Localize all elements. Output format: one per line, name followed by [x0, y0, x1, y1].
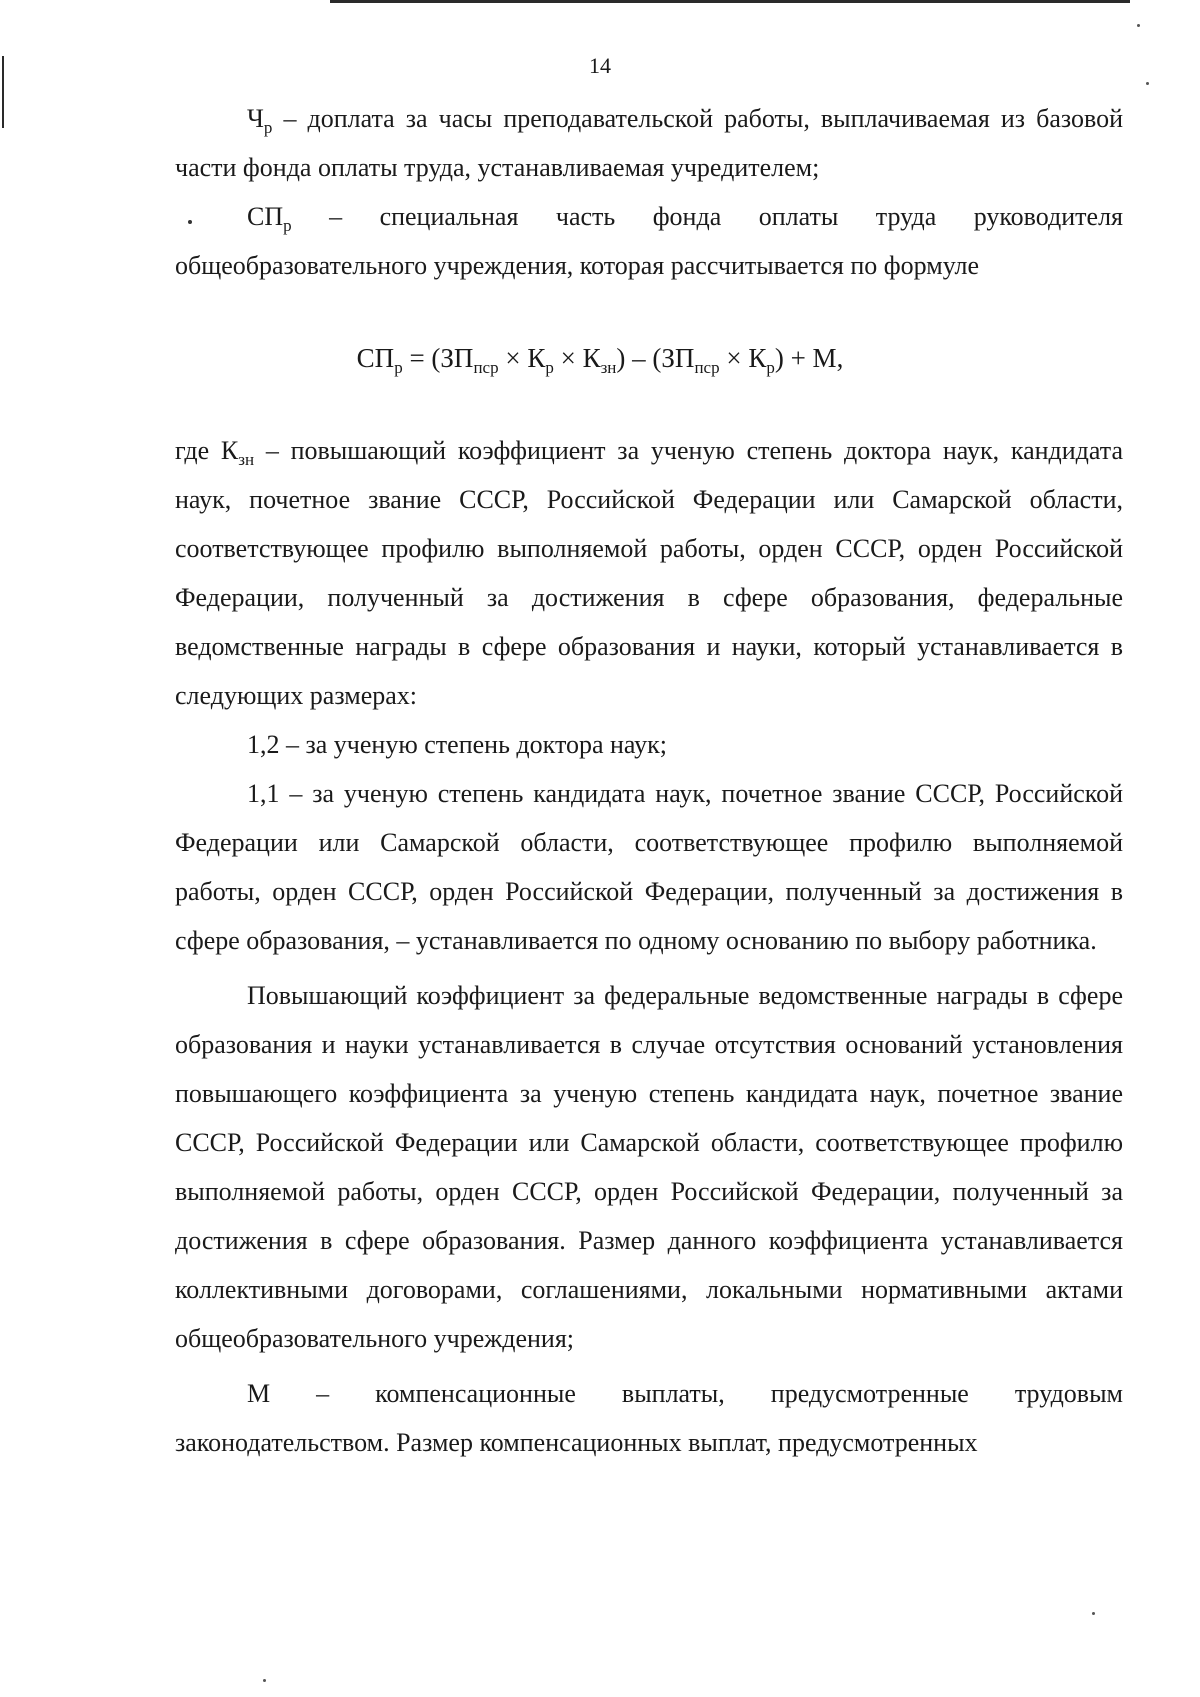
formula-tail: ) + М, — [774, 343, 844, 373]
formula-lhs-sub: р — [394, 358, 403, 377]
paragraph-rate-1-2: 1,2 – за ученую степень доктора наук; — [247, 730, 667, 759]
symbol-spr-sub: р — [283, 216, 292, 235]
paragraph-kzn-text: – повышающий коэффициент за ученую степень доктора наук, кандидата наук, почетное звание СССР, Российской Федерации или Самарской области, соответствующее профилю выполняемой работы, орден СССР, орден Российской Федерации, полученный за достижения в сфере образования, федеральные ведомственные награды в сфере образования и науки, который устанавливается в следующих размерах: — [175, 436, 1123, 710]
formula-k1-sub: р — [545, 358, 554, 377]
text-section-top — [175, 94, 1123, 290]
formula-eq: = (ЗП — [402, 343, 474, 373]
scan-speck — [1137, 24, 1140, 27]
symbol-chr-sub: р — [263, 118, 273, 137]
formula-times2: × К — [553, 343, 601, 373]
formula-times3: × К — [719, 343, 767, 373]
symbol-spr: СП — [247, 202, 284, 231]
formula-k3-sub: р — [766, 358, 775, 377]
paragraph-spr-text: – специальная часть фонда оплаты труда руководителя общеобразовательного учреждения, которая рассчитывается по формуле — [175, 202, 1123, 280]
paragraph-chr — [175, 94, 1123, 192]
formula-spr — [0, 338, 1200, 388]
paragraph-kzn — [175, 426, 1123, 720]
symbol-chr: Ч — [247, 104, 264, 133]
paragraph-rate-1-1: 1,1 – за ученую степень кандидата наук, почетное звание СССР, Российской Федерации или Самарской области, соответствующее профилю выполняемой работы, орден СССР, орден Российской Федерации, полученный за достижения в сфере образования, – устанавливается по одному основанию по выбору работника. — [175, 779, 1123, 955]
text-section-main — [175, 426, 1123, 1467]
paragraph-spr — [175, 192, 1123, 290]
formula-zp2-sub: пср — [694, 358, 720, 377]
scan-speck — [263, 1679, 266, 1682]
paragraph-chr-text: – доплата за часы преподавательской работы, выплачиваемая из базовой части фонда оплаты труда, устанавливаемая учредителем; — [175, 104, 1123, 182]
paragraph-compensation: М – компенсационные выплаты, предусмотренные трудовым законодательством. Размер компенсационных выплат, предусмотренных — [175, 1379, 1123, 1457]
symbol-kzn-sub: зн — [238, 450, 255, 469]
formula-lhs: СП — [356, 343, 395, 373]
scan-speck — [1146, 82, 1149, 85]
page-number: 14 — [589, 53, 611, 78]
scan-speck — [1092, 1612, 1095, 1615]
formula-times1: × К — [498, 343, 546, 373]
formula-k2-sub: зн — [600, 358, 617, 377]
paragraph-kzn-lead: где К — [175, 436, 239, 465]
scan-edge-top — [330, 0, 1130, 3]
paragraph-federal-awards: Повышающий коэффициент за федеральные ведомственные награды в сфере образования и науки устанавливается в случае отсутствия оснований установления повышающего коэффициента за ученую степень кандидата наук, почетное звание СССР, Российской Федерации или Самарской области, соответствующее профилю выполняемой работы, орден СССР, орден Российской Федерации, полученный за достижения в сфере образования. Размер данного коэффициента устанавливается коллективными договорами, соглашениями, локальными нормативными актами общеобразовательного учреждения; — [175, 981, 1123, 1353]
formula-zp1-sub: пср — [473, 358, 499, 377]
formula-minus: ) – (ЗП — [616, 343, 695, 373]
